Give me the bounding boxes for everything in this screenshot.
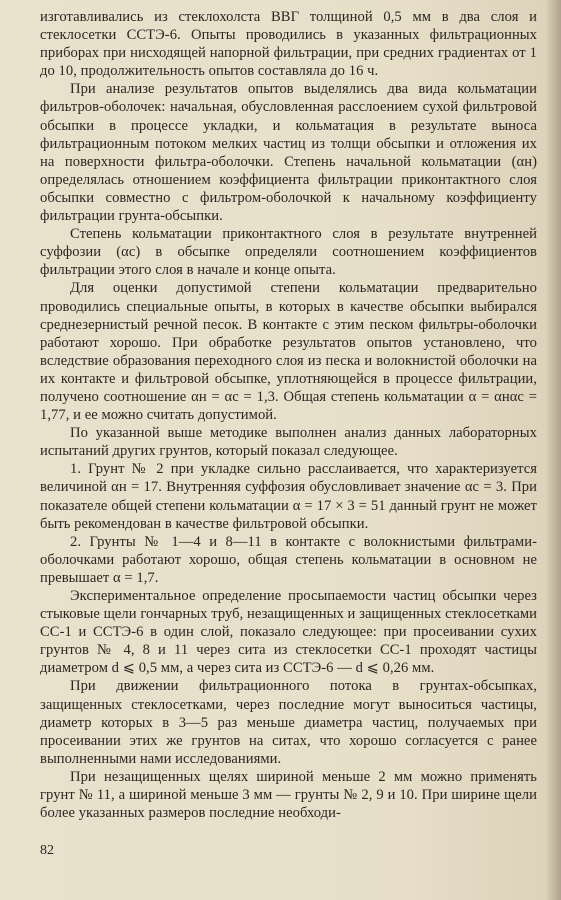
paragraph-3: Степень кольматации приконтактного слоя в результате внутренней суффозии (αс) в обсыпке определяли соотношением коэффициентов фильтрации этого слоя в начале и конце опыта. — [40, 226, 537, 279]
paragraph-1: изготавливались из стеклохолста ВВГ толщиной 0,5 мм в два слоя и стеклосетки ССТЭ-6. Опыты проводились в указанных фильтрационных приборах при нисходящей напорной фильтрации, при средних градиентах от 1 до 10, продолжительность опытов составляла до 16 ч. — [40, 9, 537, 80]
paragraph-4: Для оценки допустимой степени кольматации предварительно проводились специальные опыты, в которых в качестве обсыпки выбирался среднезернистый речной песок. В контакте с этим песком фильтры-оболочки работают хорошо. При обработке результатов опытов установлено, что вследствие образования переходного слоя из песка и волокнистой оболочки на их контакте и фильтровой обсыпке, уплотняющейся в процессе фильтрации, получено соотношение αн = αс = 1,3. Общая степень кольматации α = αнαс = 1,77, и ее можно считать допустимой. — [40, 280, 537, 424]
page-number: 82 — [40, 843, 54, 858]
paragraph-5: По указанной выше методике выполнен анализ данных лабораторных испытаний других грунтов, который показал следующее. — [40, 425, 537, 460]
paragraph-9: При движении фильтрационного потока в грунтах-обсыпках, защищенных стеклосетками, через последние могут выноситься частицы, диаметр которых в 3—5 раз меньше диаметра частиц, получаемых при просеивании этих же грунтов на ситах, что хорошо согласуется с ранее выполненными нами исследованиями. — [40, 678, 537, 767]
paragraph-6: 1. Грунт № 2 при укладке сильно расслаивается, что характеризуется величиной αн = 17. Внутренняя суффозия обусловливает значение αс = 3. При показателе общей степени кольматации α = 17 × 3 = 51 данный грунт не может быть рекомендован в качестве фильтровой обсыпки. — [40, 461, 537, 532]
paragraph-8: Экспериментальное определение просыпаемости частиц обсыпки через стыковые щели гончарных труб, незащищенных и защищенных стеклосетками СС-1 и ССТЭ-6 в один слой, показало следующее: при просеивании сухих грунтов № 4, 8 и 11 через сита из стеклосетки СС-1 проходят частицы диаметром d ⩽ 0,5 мм, а через сита из ССТЭ-6 — d ⩽ 0,26 мм. — [40, 588, 537, 677]
paragraph-7: 2. Грунты № 1—4 и 8—11 в контакте с волокнистыми фильтрами-оболочками работают хорошо, общая степень кольматации в основном не превышает α = 1,7. — [40, 533, 537, 586]
page-edge-shadow — [545, 0, 561, 900]
paragraph-2: При анализе результатов опытов выделялись два вида кольматации фильтров-оболочек: начальная, обусловленная расслоением сухой фильтровой обсыпки в процессе укладки, и кольматация в результате выноса фильтрационным потоком мелких частиц из толщи обсыпки и отложения их на поверхности фильтра-оболочки. Степень начальной кольматации (αн) определялась отношением коэффициента фильтрации приконтактного слоя обсыпки совместно с фильтром-оболочкой к начальному коэффициенту фильтрации грунта-обсыпки. — [40, 81, 537, 225]
paragraph-10: При незащищенных щелях шириной меньше 2 мм можно применять грунт № 11, а шириной меньше 3 мм — грунты № 2, 9 и 10. При ширине щели более указанных размеров последние необходи- — [40, 768, 537, 822]
body-text — [40, 8, 537, 822]
